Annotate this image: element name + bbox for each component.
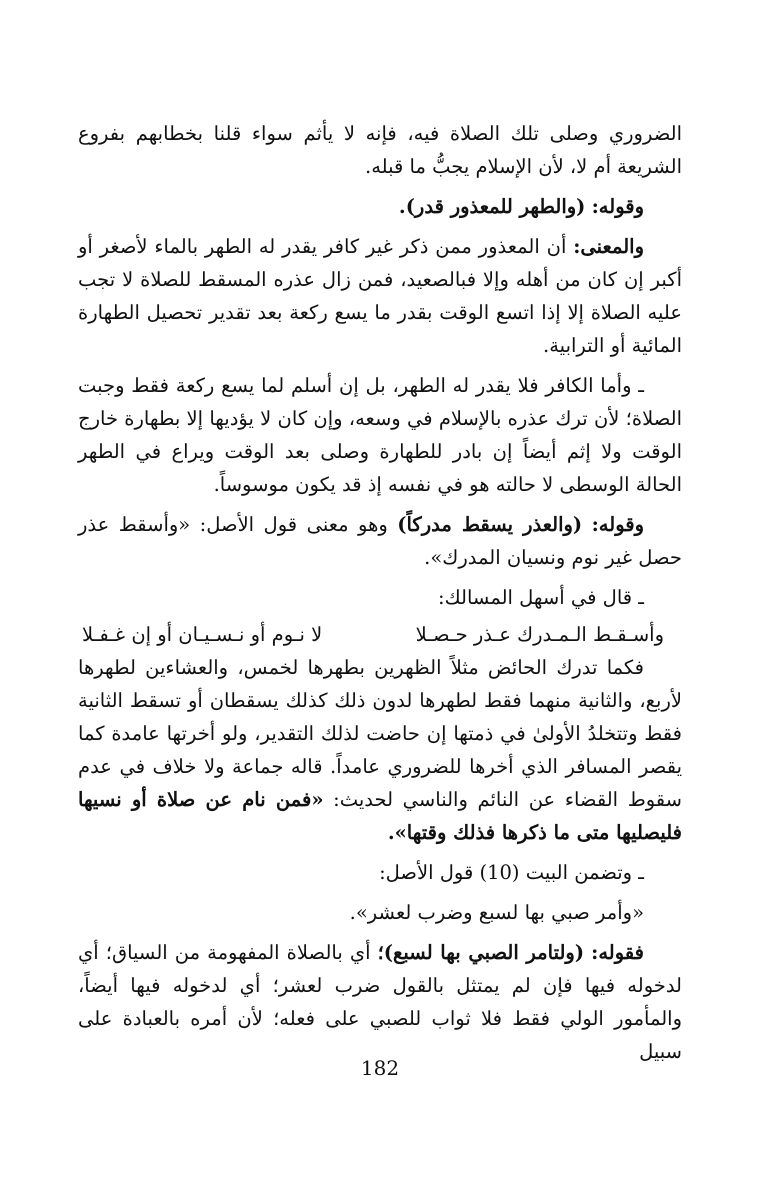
- paragraph-lead: وقوله:: [591, 513, 645, 536]
- paragraph-text: أن المعذور ممن ذكر غير كافر يقدر له الطهر بالماء لأصغر أو أكبر إن كان من أهله وإلا فبالصعيد، فمن زال عذره المسقط للصلاة لا تجب عليه الصلاة إلا إذا اتسع الوقت بقدر ما يسع ركعة بعد تقدير تحصيل الطهارة المائية أو الترابية.: [78, 235, 682, 357]
- quoted-text: (والعذر يسقط مدركاً): [397, 513, 583, 536]
- paragraph-lead: فقوله:: [591, 941, 644, 964]
- verse-first-hemistich: وأسـقـط الـمـدرك عـذر حـصـلا: [415, 623, 664, 646]
- page-number: 182: [360, 1056, 400, 1080]
- paragraph-child-prayer: [78, 936, 682, 1068]
- quoted-text: (والطهر للمعذور قدر).: [398, 195, 586, 218]
- paragraph-intro: الضروري وصلى تلك الصلاة فيه، فإنه لا يأثم سواء قلنا بخطابهم بفروع الشريعة أم لا، لأن الإسلام يجبُّ ما قبله.: [78, 122, 682, 178]
- paragraph-text: أي بالصلاة المفهومة من السياق؛ أي لدخوله فيها فإن لم يمتثل بالقول ضرب لعشر؛ أي لدخوله فيها أيضاً، والمأمور الولي فقط فلا ثواب للصبي على فعله؛ لأن أمره بالعبادة على سبيل: [78, 941, 682, 1063]
- page-body: [78, 117, 682, 1068]
- paragraph-lead: والمعنى:: [573, 235, 644, 258]
- verse-second-hemistich: لا نـوم أو نـسـيـان أو إن غـفـلا: [82, 623, 323, 646]
- quoted-text: (ولتامر الصبي بها لسبع)؛: [377, 941, 585, 964]
- paragraph-citation: ـ قال في أسهل المسالك:: [438, 586, 644, 609]
- paragraph-disbeliever: ـ وأما الكافر فلا يقدر له الطهر، بل إن أسلم لما يسع ركعة فقط وجبت الصلاة؛ لأن ترك عذره بالإسلام في وسعه، وإن كان لا يؤديها إلا بطهارة خارج الوقت ولا إثم أيضاً إن بادر للطهارة وصلى بعد الوقت ويراع في الطهر الحالة الوسطى لا حالته هو في نفسه إذ قد يكون موسوساً.: [78, 374, 682, 496]
- paragraph-menstruation: [78, 651, 682, 849]
- paragraph-original-quote: «وأمر صبي بها لسبع وضرب لعشر».: [349, 901, 644, 924]
- paragraph-meaning: [78, 230, 682, 362]
- paragraph-lead: وقوله:: [591, 195, 644, 218]
- hadith-quote: «فمن نام عن صلاة أو نسيها فليصليها متى ما ذكرها فذلك وقتها».: [78, 788, 682, 844]
- paragraph-verse-ref: ـ وتضمن البيت (10) قول الأصل:: [379, 861, 644, 884]
- paragraph-excuse: [78, 508, 682, 574]
- poem-verse: [78, 618, 682, 651]
- paragraph-text: وهو معنى قول الأصل: «وأسقط عذر حصل غير نوم ونسيان المدرك».: [78, 513, 682, 569]
- paragraph-quote-purity: [78, 190, 682, 223]
- paragraph-text: فكما تدرك الحائض مثلاً الظهرين بطهرها لخمس، والعشاءين لطهرها لأربع، والثانية منهما فقط لطهرها لدون ذلك كذلك يسقطان أو تسقط الثانية فقط وتتخلدُ الأولىٰ في ذمتها إن حاضت لذلك التقدير، ولو أخرتها عامدة كما يقصر المسافر الذي أخرها للضروري عامداً. قاله جماعة ولا خلاف في عدم سقوط القضاء عن النائم والناسي لحديث:: [78, 656, 682, 811]
